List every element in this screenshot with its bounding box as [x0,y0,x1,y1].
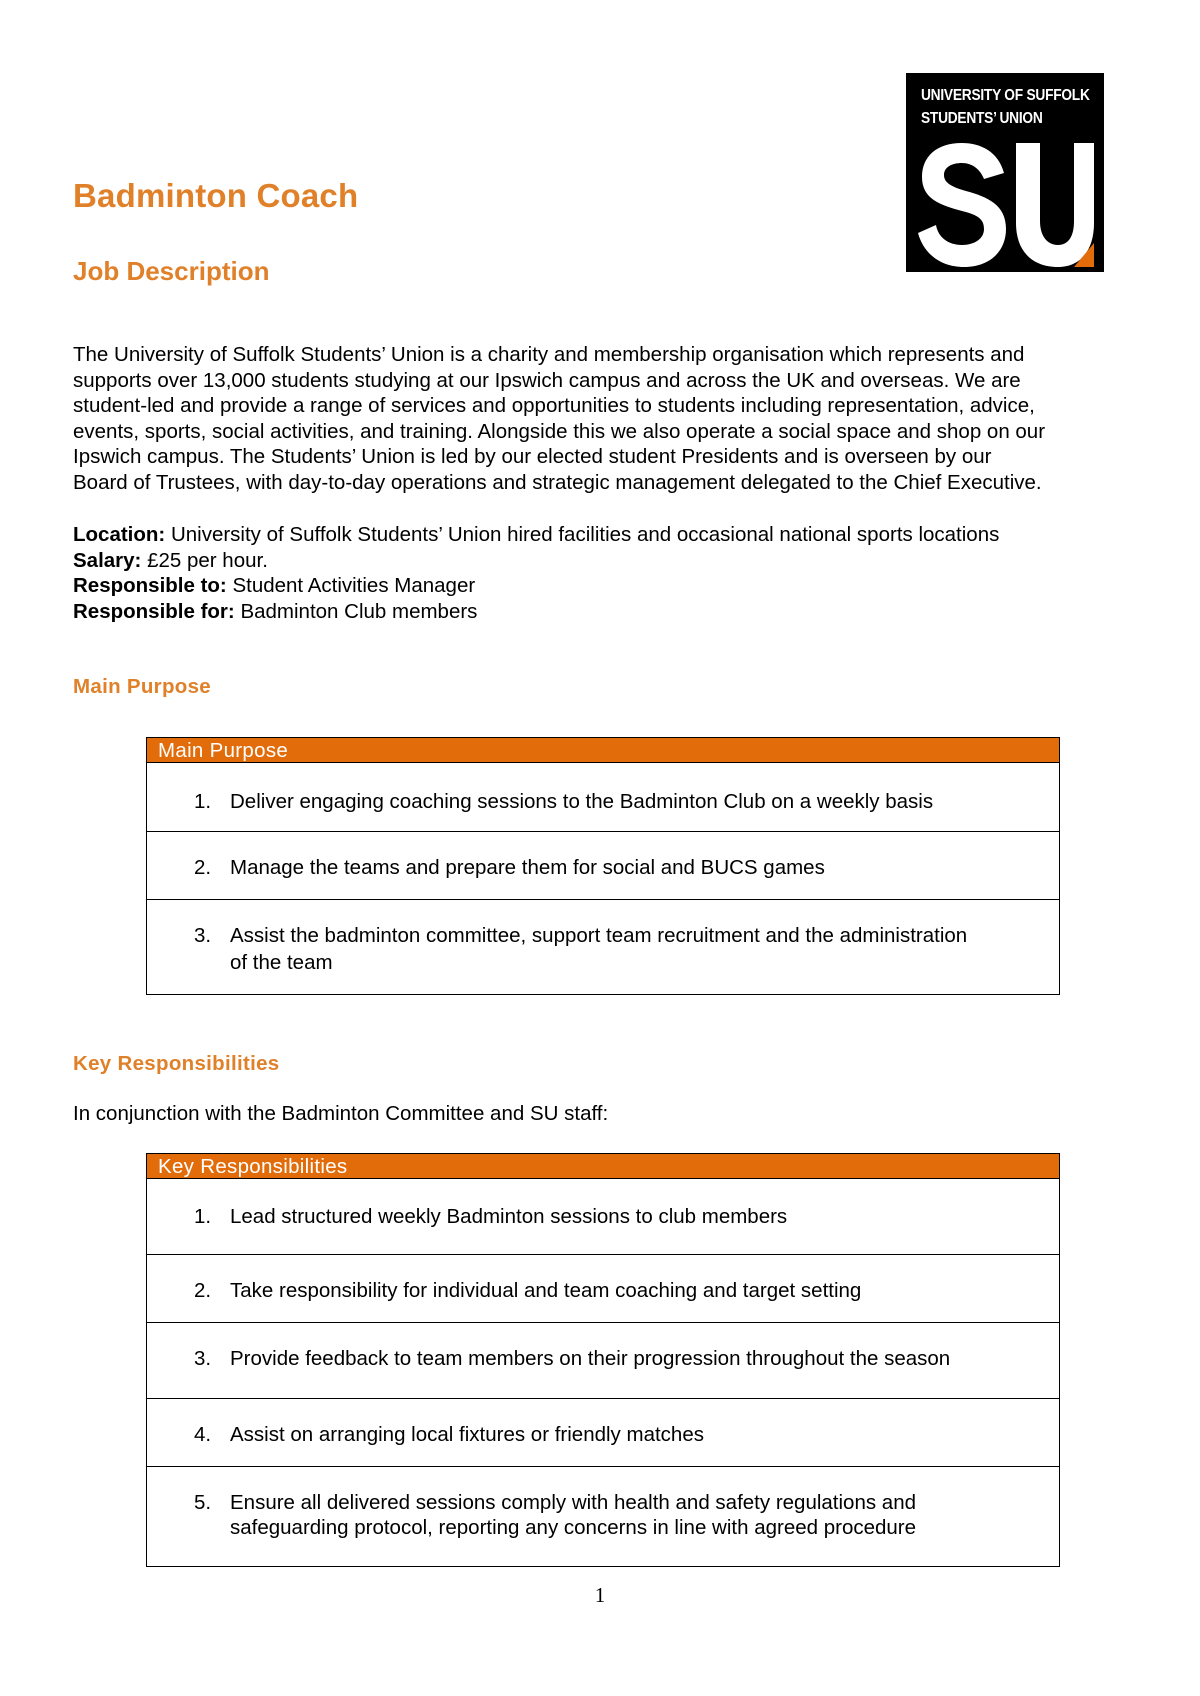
row-number: 1. [194,790,212,813]
detail-label: Responsible for: [73,599,235,623]
row-text: of the team [230,951,333,974]
page-subtitle: Job Description [73,256,270,286]
detail-label: Location: [73,523,166,546]
intro-paragraph [73,342,1143,496]
job-details [73,522,999,624]
row-text: Take responsibility for individual and team coaching and target setting [230,1279,862,1302]
key-responsibilities-row [147,1323,1059,1399]
row-text: Lead structured weekly Badminton sessions to club members [230,1205,788,1228]
intro-line: Board of Trustees, with day-to-day operations and strategic management delegated to the Chief Executive. [73,470,1042,494]
main-purpose-row [147,832,1059,900]
detail-value: University of Suffolk Students’ Union hired facilities and occasional national sports locations [165,523,1000,546]
row-text: Deliver engaging coaching sessions to the Badminton Club on a weekly basis [230,790,934,813]
intro-line: student-led and provide a range of services and opportunities to students including representation, advice, [73,394,1035,418]
key-responsibilities-row [147,1399,1059,1467]
intro-line: Ipswich campus. The Students’ Union is led by our elected student Presidents and is overseen by our [73,445,992,469]
intro-line: supports over 13,000 students studying at our Ipswich campus and across the UK and overseas. We are [73,368,1021,392]
detail-salary [73,548,999,574]
detail-value: £25 per hour. [141,548,268,572]
row-number: 1. [194,1205,212,1228]
row-number: 2. [194,856,212,879]
detail-location [73,522,999,548]
main-purpose-table [146,737,1060,995]
main-purpose-row [147,763,1059,832]
key-responsibilities-table [146,1153,1060,1567]
detail-value: Student Activities Manager [226,574,476,598]
row-number: 4. [194,1423,212,1446]
page-number: 1 [594,1583,606,1607]
key-responsibilities-row [147,1179,1059,1255]
logo-text-university: UNIVERSITY OF SUFFOLK [921,87,1090,104]
row-text: Assist the badminton committee, support team recruitment and the administration [230,924,968,947]
key-responsibilities-heading: Key Responsibilities [73,1052,280,1075]
key-responsibilities-intro: In conjunction with the Badminton Committee and SU staff: [73,1102,609,1125]
key-responsibilities-row [147,1255,1059,1323]
row-text: Ensure all delivered sessions comply with health and safety regulations and [230,1491,916,1514]
row-number: 3. [194,1347,212,1370]
logo-text-students-union: STUDENTS’ UNION [921,110,1043,127]
detail-label: Responsible to: [73,574,227,598]
key-responsibilities-table-header: Key Responsibilities [147,1154,1059,1179]
row-text: Provide feedback to team members on their progression throughout the season [230,1347,951,1370]
intro-line: events, sports, social activities, and training. Alongside this we also operate a social space and shop on our [73,419,1046,443]
intro-line: The University of Suffolk Students’ Union is a charity and membership organisation which represents and [73,343,1025,366]
row-number: 3. [194,924,212,947]
su-logo [906,73,1104,272]
main-purpose-heading: Main Purpose [73,675,212,698]
page-title: Badminton Coach [73,177,359,214]
row-text: safeguarding protocol, reporting any concerns in line with agreed procedure [230,1516,917,1539]
main-purpose-table-header: Main Purpose [147,738,1059,763]
detail-label: Salary: [73,548,142,572]
detail-value: Badminton Club members [234,599,478,623]
detail-responsible-for [73,599,999,625]
detail-responsible-to [73,573,999,599]
row-text: Manage the teams and prepare them for social and BUCS games [230,856,825,879]
main-purpose-row [147,900,1059,995]
row-number: 5. [194,1491,212,1514]
row-number: 2. [194,1279,212,1302]
key-responsibilities-row [147,1467,1059,1567]
su-logo-mark [918,143,1094,267]
row-text: Assist on arranging local fixtures or friendly matches [230,1423,704,1446]
